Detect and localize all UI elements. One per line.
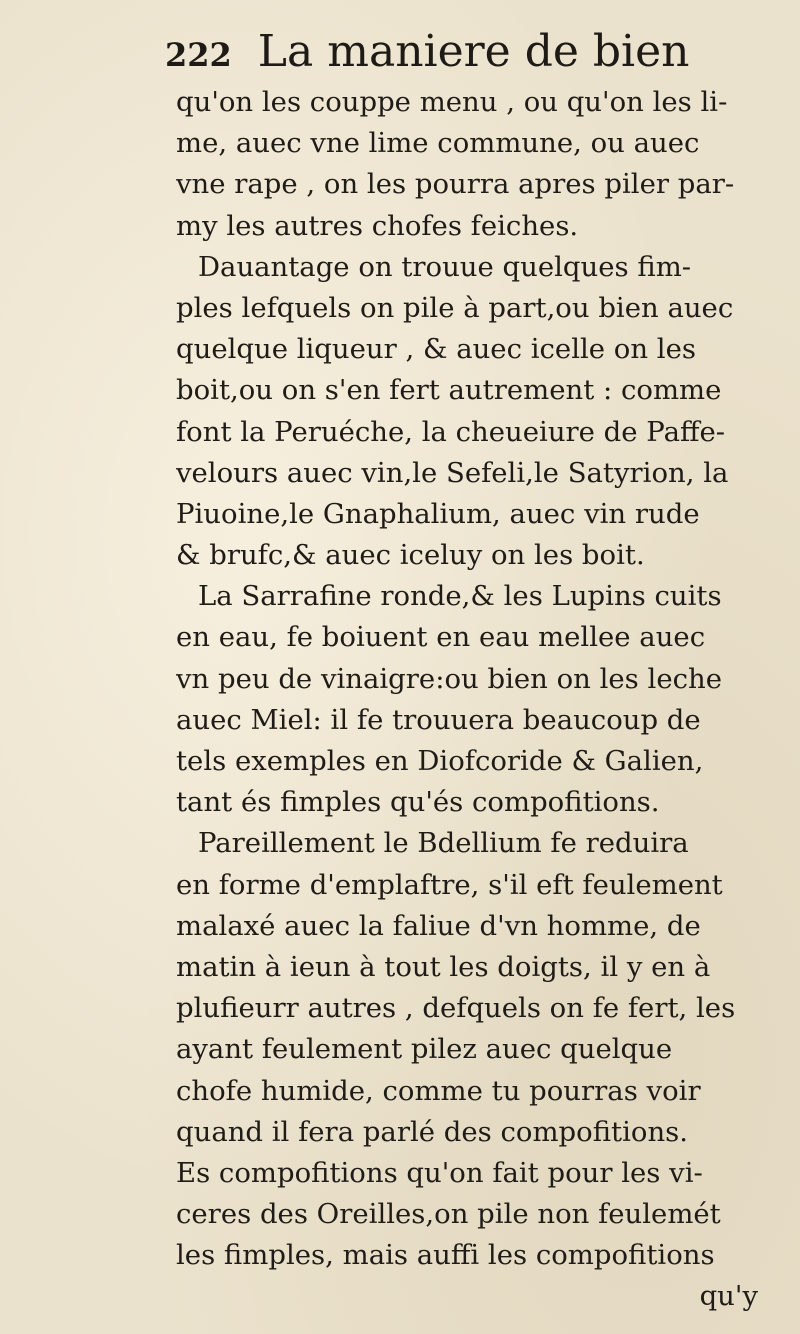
text-line: matin à ieun à tout les doigts, il y en à <box>176 950 711 983</box>
text-line: velours auec vin,le Sefeli,le Satyrion, la <box>176 456 729 489</box>
text-line: malaxé auec la faliue d'vn homme, de <box>176 909 701 942</box>
text-line: Dauantage on trouue quelques fim- <box>198 250 692 283</box>
text-line: font la Peruéche, la cheueiure de Paffe- <box>176 415 726 448</box>
text-line: boit,ou on s'en fert autrement : comme <box>176 374 722 407</box>
text-line: ayant feulement pilez auec quelque <box>176 1033 673 1066</box>
text-line: my les autres chofes feiches. <box>176 209 579 242</box>
catchword: qu'y <box>699 1280 758 1313</box>
text-line: chofe humide, comme tu pourras voir <box>176 1074 701 1107</box>
text-line: les fimples, mais auffi les compofitions <box>176 1239 715 1272</box>
text-line: ceres des Oreilles,on pile non feulemét <box>176 1198 721 1231</box>
page-number: 222 <box>165 36 232 74</box>
text-line: plufieurr autres , defquels on fe fert, les <box>176 992 736 1025</box>
text-line: Es compofitions qu'on fait pour les vi- <box>176 1156 703 1189</box>
text-line: quelque liqueur , & auec icelle on les <box>176 333 696 366</box>
text-line: en eau, fe boiuent en eau mellee auec <box>176 621 706 654</box>
text-line: Piuoine,le Gnaphalium, auec vin rude <box>176 497 700 530</box>
text-line: vne rape , on les pourra apres piler par- <box>176 168 735 201</box>
text-line: me, auec vne lime commune, ou auec <box>176 127 700 160</box>
text-line: ples lefquels on pile à part,ou bien auec <box>176 291 734 324</box>
text-line: vn peu de vinaigre:ou bien on les leche <box>176 662 722 695</box>
text-line: en forme d'emplaftre, s'il eft feulement <box>176 868 723 901</box>
text-line: tant és fimples qu'és compofitions. <box>176 786 660 819</box>
text-line: La Sarrafine ronde,& les Lupins cuits <box>198 580 722 613</box>
text-line: auec Miel: il fe trouuera beaucoup de <box>176 703 701 736</box>
text-line: Pareillement le Bdellium fe reduira <box>198 827 689 860</box>
text-line: qu'on les couppe menu , ou qu'on les li- <box>176 86 728 118</box>
body-text <box>176 82 788 1318</box>
running-head: La maniere de bien <box>257 26 690 77</box>
text-line: quand il fera parlé des compofitions. <box>176 1115 689 1148</box>
text-line: tels exemples en Diofcoride & Galien, <box>176 745 704 777</box>
page-header <box>165 26 690 77</box>
text-line: & brufc,& auec iceluy on les boit. <box>176 539 645 572</box>
